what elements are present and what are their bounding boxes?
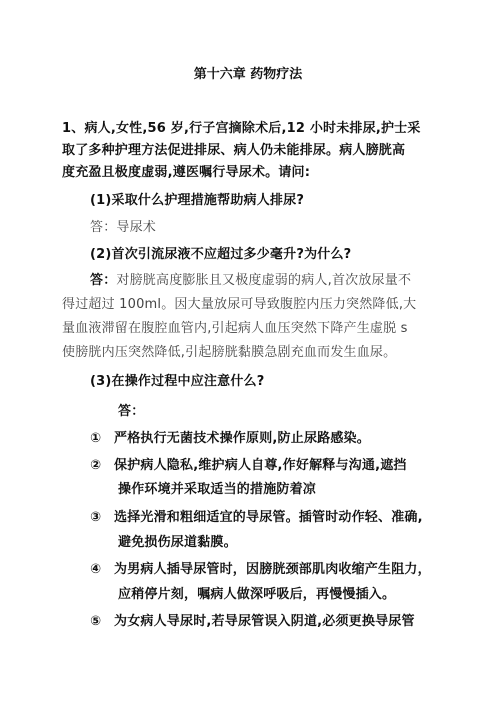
item-number: ① (90, 431, 102, 446)
list-item-3-cont: 避免损伤尿道黏膜。 (118, 535, 237, 550)
question-line-1: 1、病人,女性,56 岁,行子宫摘除术后,12 小时未排尿,护士采 (62, 121, 421, 136)
item-number: ⑤ (90, 614, 102, 629)
item-text: 为男病人插导尿管时，因膀胱颈部肌肉收缩产生阻力， (114, 562, 431, 577)
answer-2-text-1: 对膀胱高度膨胀且又极度虚弱的病人,首次放尿量不 (116, 273, 412, 288)
item-text: 严格执行无菌技术操作原则,防止尿路感染。 (114, 431, 370, 446)
answer-2-line-2: 得过超过 100ml。因大量放尿可导致腹腔内压力突然降低,大 (62, 297, 417, 312)
list-item-4-cont: 应稍停片刻，嘱病人做深呼吸后，再慢慢插入。 (118, 587, 396, 602)
item-number: ③ (90, 510, 102, 525)
answer-1: 答：导尿术 (90, 220, 157, 235)
list-item-5 (90, 613, 415, 631)
sub-question-3: (3)在操作过程中应注意什么? (90, 374, 265, 389)
list-item-3 (90, 509, 423, 527)
item-text: 选择光滑和粗细适宜的导尿管。插管时动作轻、准确, (114, 510, 423, 525)
sub-question-2: (2)首次引流尿液不应超过多少毫升?为什么? (90, 247, 352, 262)
item-number: ② (90, 458, 102, 473)
item-text: 保护病人隐私,维护病人自尊,作好解释与沟通,遮挡 (114, 458, 407, 473)
item-text: 为女病人导尿时,若导尿管误入阴道,必须更换导尿管 (114, 614, 415, 629)
sub-question-1: (1)采取什么护理措施帮助病人排尿? (90, 193, 305, 208)
answer-2-label: 答： (90, 273, 117, 288)
answer-2-line-1 (90, 272, 411, 290)
list-item-2 (90, 457, 407, 475)
question-line-2: 取了多种护理方法促进排尿、病人仍未能排尿。病人膀胱高 (62, 143, 406, 158)
list-item-4 (90, 561, 431, 579)
answer-2-line-3: 量血液滞留在腹腔血管内,引起病人血压突然下降产生虚脱 s (62, 321, 408, 336)
item-number: ④ (90, 562, 102, 577)
answer-3-label: 答： (118, 404, 145, 419)
chapter-title: 第十六章 药物疗法 (193, 67, 303, 82)
list-item-1 (90, 430, 370, 448)
question-line-3: 度充盈且极度虚弱,遵医嘱行导尿术。请问: (62, 165, 311, 180)
list-item-2-cont: 操作环境并采取适当的措施防着凉 (118, 482, 317, 497)
answer-2-line-4: 使膀胱内压突然降低,引起膀胱黏膜急剧充血而发生血尿。 (62, 345, 397, 360)
